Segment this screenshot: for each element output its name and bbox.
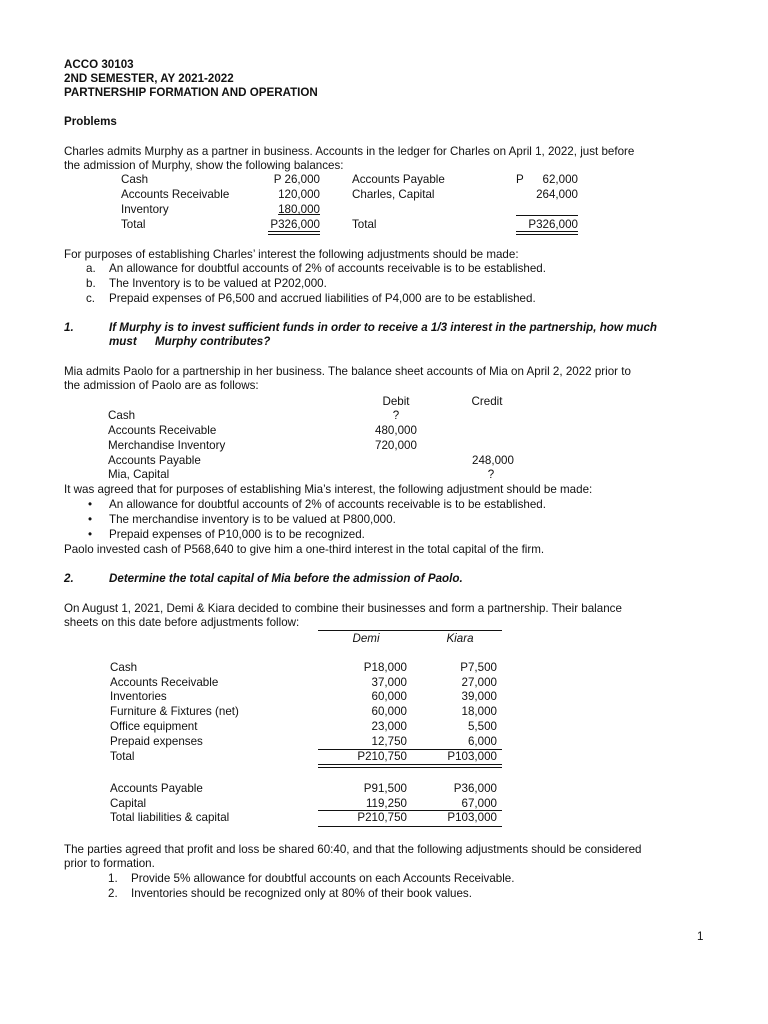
bullet: •	[88, 528, 93, 541]
table-label: Mia, Capital	[108, 468, 170, 481]
table-label: Capital	[110, 797, 147, 810]
credit-value: ?	[487, 468, 495, 481]
charles-adjust-intro: For purposes of establishing Charles’ interest the following adjustments should be made:	[64, 248, 519, 261]
question-1-line2b: Murphy contributes?	[155, 335, 271, 348]
kiara-value: P103,000	[447, 750, 497, 763]
table-label: Cash	[121, 173, 149, 186]
table-label: Inventories	[110, 690, 167, 703]
list-marker: c.	[86, 292, 96, 305]
list-marker: b.	[86, 277, 96, 290]
bullet: •	[88, 513, 93, 526]
mia-intro-line2: the admission of Paolo are as follows:	[64, 379, 259, 392]
table-label: Accounts Receivable	[121, 188, 230, 201]
bullet-item: The merchandise inventory is to be valued at P800,000.	[109, 513, 396, 526]
mia-adjust-intro: It was agreed that for purposes of establishing Mia’s interest, the following adjustment should be made:	[64, 483, 593, 496]
question-2: Determine the total capital of Mia before the admission of Paolo.	[109, 572, 463, 585]
table-label: Office equipment	[110, 720, 198, 733]
list-item: Provide 5% allowance for doubtful accounts on each Accounts Receivable.	[131, 872, 515, 885]
credit-value: 248,000	[472, 454, 514, 467]
table-label: Prepaid expenses	[110, 735, 203, 748]
demi-kiara-intro-line2: sheets on this date before adjustments follow:	[64, 616, 300, 629]
kiara-value: 27,000	[461, 676, 497, 689]
column-header-credit: Credit	[471, 395, 503, 408]
debit-value: 480,000	[375, 424, 417, 437]
demi-value: 12,750	[371, 735, 407, 748]
list-marker: 1.	[108, 872, 118, 885]
kiara-value: P7,500	[460, 661, 497, 674]
table-label: Accounts Receivable	[108, 424, 217, 437]
demi-value: 23,000	[371, 720, 407, 733]
bullet-item: An allowance for doubtful accounts of 2% of accounts receivable is to be established.	[109, 498, 546, 511]
underline	[516, 215, 578, 216]
table-label: Total	[121, 218, 146, 231]
table-label: Charles, Capital	[352, 188, 435, 201]
list-marker: 2.	[108, 887, 118, 900]
list-item: An allowance for doubtful accounts of 2% of accounts receivable is to be established.	[109, 262, 546, 275]
column-header-kiara: Kiara	[446, 632, 474, 645]
agreement-line2: prior to formation.	[64, 857, 155, 870]
demi-value: 119,250	[365, 797, 407, 810]
semester: 2ND SEMESTER, AY 2021-2022	[64, 72, 234, 85]
table-label: Furniture & Fixtures (net)	[110, 705, 239, 718]
table-value: P 26,000	[273, 173, 320, 186]
table-top-rule	[318, 630, 502, 631]
agreement-line1: The parties agreed that profit and loss be shared 60:40, and that the following adjustments should be considered	[64, 843, 642, 856]
list-marker: a.	[86, 262, 96, 275]
page-number: 1	[697, 930, 704, 943]
table-label: Total	[110, 750, 135, 763]
table-value: P326,000	[528, 218, 578, 231]
table-label: Merchandise Inventory	[108, 439, 226, 452]
kiara-value: 6,000	[467, 735, 497, 748]
column-header-debit: Debit	[382, 395, 410, 408]
section-title: Problems	[64, 115, 117, 128]
debit-value: 720,000	[375, 439, 417, 452]
demi-value: 60,000	[371, 705, 407, 718]
table-label: Accounts Payable	[110, 782, 203, 795]
question-number: 1.	[64, 321, 74, 334]
kiara-value: 39,000	[461, 690, 497, 703]
table-value: P326,000	[270, 218, 320, 231]
bullet: •	[88, 498, 93, 511]
paolo-investment-line: Paolo invested cash of P568,640 to give him a one-third interest in the total capital of the firm.	[64, 543, 545, 556]
table-value: 264,000	[536, 188, 578, 201]
demi-value: P210,750	[357, 811, 407, 824]
list-item: Prepaid expenses of P6,500 and accrued liabilities of P4,000 are to be established.	[109, 292, 536, 305]
demi-value: P91,500	[363, 782, 407, 795]
table-label: Cash	[108, 409, 136, 422]
table-label: Accounts Receivable	[110, 676, 219, 689]
table-label: Inventory	[121, 203, 169, 216]
table-label: Cash	[110, 661, 138, 674]
total-rule	[318, 826, 502, 827]
charles-intro-line1: Charles admits Murphy as a partner in business. Accounts in the ledger for Charles on April 1, 2022, just before	[64, 145, 635, 158]
table-label: Accounts Payable	[108, 454, 201, 467]
topic-title: PARTNERSHIP FORMATION AND OPERATION	[64, 86, 318, 99]
double-underline	[516, 231, 578, 235]
demi-value: P18,000	[363, 661, 407, 674]
demi-kiara-intro-line1: On August 1, 2021, Demi & Kiara decided to combine their businesses and form a partnership. Their balance	[64, 602, 622, 615]
list-item: Inventories should be recognized only at 80% of their book values.	[131, 887, 472, 900]
currency-symbol: P	[516, 173, 524, 186]
kiara-value: 5,500	[467, 720, 497, 733]
question-1-line1: If Murphy is to invest sufficient funds in order to receive a 1/3 interest in the partnership, how much	[109, 321, 658, 334]
kiara-value: 67,000	[461, 797, 497, 810]
debit-value: ?	[392, 409, 400, 422]
total-double-rule	[318, 764, 502, 768]
question-number: 2.	[64, 572, 74, 585]
kiara-value: 18,000	[461, 705, 497, 718]
kiara-value: P103,000	[447, 811, 497, 824]
table-value: 62,000	[542, 173, 578, 186]
double-underline	[268, 231, 320, 235]
course-code: ACCO 30103	[64, 58, 134, 71]
demi-value: 60,000	[371, 690, 407, 703]
table-value: 180,000	[278, 203, 320, 216]
kiara-value: P36,000	[453, 782, 497, 795]
mia-intro-line1: Mia admits Paolo for a partnership in her business. The balance sheet accounts of Mia on April 2, 2022 prior to	[64, 365, 631, 378]
column-header-demi: Demi	[352, 632, 380, 645]
charles-intro-line2: the admission of Murphy, show the following balances:	[64, 159, 344, 172]
demi-value: 37,000	[371, 676, 407, 689]
demi-value: P210,750	[357, 750, 407, 763]
bullet-item: Prepaid expenses of P10,000 is to be recognized.	[109, 528, 365, 541]
table-label: Accounts Payable	[352, 173, 445, 186]
subtotal-rule	[318, 749, 502, 750]
table-value: 120,000	[278, 188, 320, 201]
table-label: Total	[352, 218, 377, 231]
table-label: Total liabilities & capital	[110, 811, 230, 824]
subtotal-rule	[318, 810, 502, 811]
question-1-line2a: must	[109, 335, 137, 348]
list-item: The Inventory is to be valued at P202,000.	[109, 277, 327, 290]
